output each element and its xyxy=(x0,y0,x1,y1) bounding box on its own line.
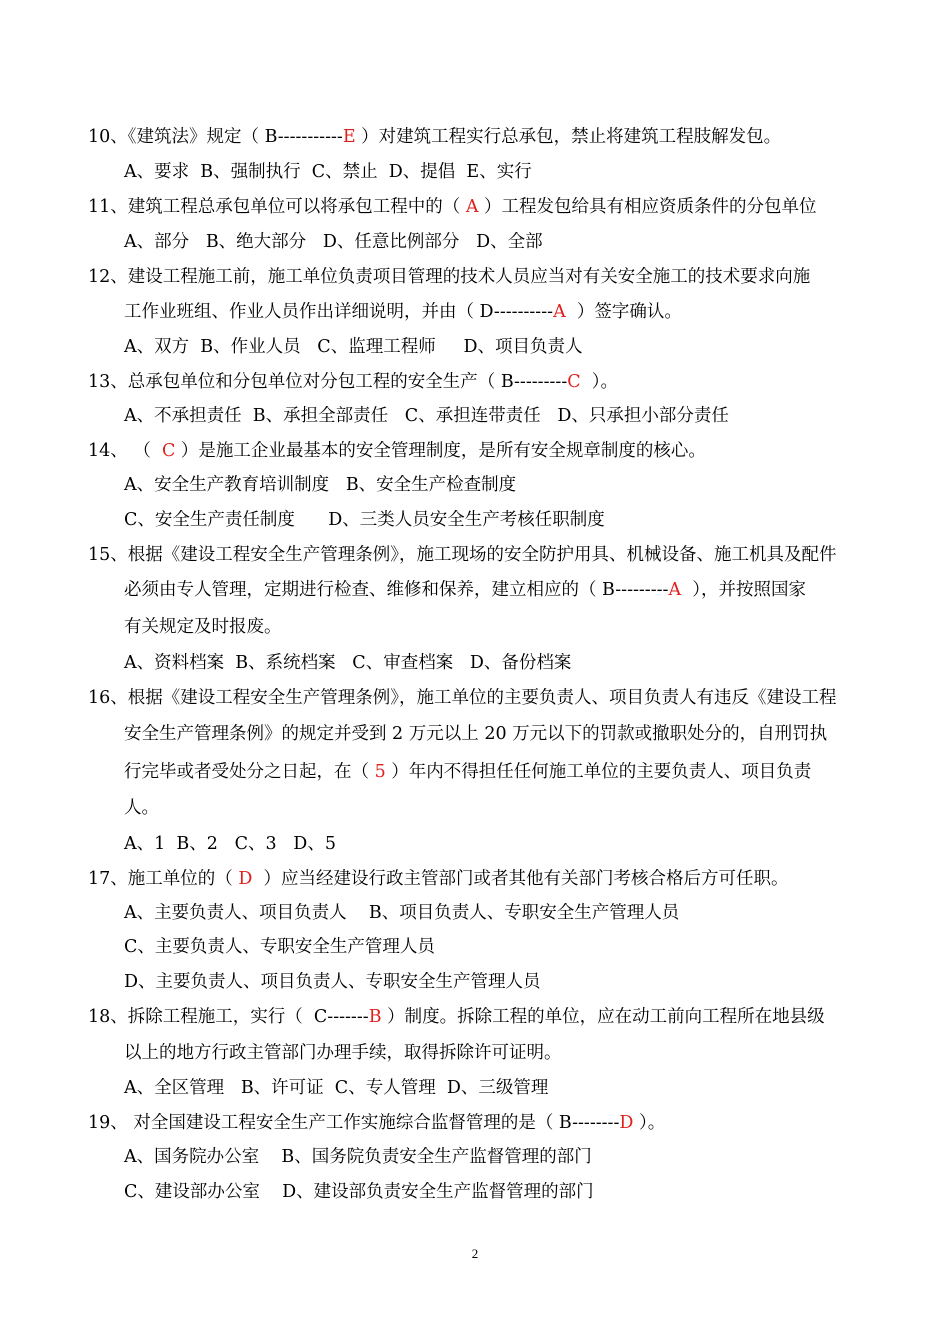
answer-mark: 5 xyxy=(374,762,386,782)
question-19-line-1: 19、 对全国建设工程安全生产工作实施综合监督管理的是（ B--------D ）。 xyxy=(88,1113,666,1133)
question-16-line-4: 人。 xyxy=(124,798,159,818)
page-number: 2 xyxy=(471,1246,479,1261)
question-10-line-1: 10、《建筑法》规定（ B-----------E ）对建筑工程实行总承包，禁止将建筑工程肢解发包。 xyxy=(88,127,782,147)
question-13-options: A、不承担责任 B、承担全部责任 C、承担连带责任 D、只承担小部分责任 xyxy=(124,406,729,426)
answer-mark: A xyxy=(553,302,566,322)
answer-mark: B xyxy=(368,1007,382,1027)
question-11-line-1: 11、建筑工程总承包单位可以将承包工程中的（ A ）工程发包给具有相应资质条件的分包单位 xyxy=(88,197,817,217)
question-17-options-2: C、主要负责人、专职安全生产管理人员 xyxy=(124,937,435,957)
question-19-options-2: C、建设部办公室 D、建设部负责安全生产监督管理的部门 xyxy=(124,1182,594,1202)
question-16-line-2: 安全生产管理条例》的规定并受到 2 万元以上 20 万元以下的罚款或撤职处分的，自刑罚执 xyxy=(124,724,828,744)
question-12-line-1: 12、建设工程施工前，施工单位负责项目管理的技术人员应当对有关安全施工的技术要求向施 xyxy=(88,267,811,287)
question-15-line-1: 15、根据《建设工程安全生产管理条例》，施工现场的安全防护用具、机械设备、施工机具及配件 xyxy=(88,545,837,565)
answer-mark: A xyxy=(668,580,682,600)
answer-mark: D xyxy=(619,1113,634,1133)
question-17-line-1: 17、施工单位的（ D ）应当经建设行政主管部门或者其他有关部门考核合格后方可任职。 xyxy=(88,869,789,889)
question-12-line-2: 工作业班组、作业人员作出详细说明，并由（ D----------A ）签字确认。 xyxy=(124,302,682,322)
question-18-options: A、全区管理 B、许可证 C、专人管理 D、三级管理 xyxy=(124,1078,549,1098)
answer-mark: E xyxy=(342,127,356,147)
question-14-options-2: C、安全生产责任制度 D、三类人员安全生产考核任职制度 xyxy=(124,510,605,530)
answer-mark: C xyxy=(567,372,581,392)
question-10-options: A、要求 B、强制执行 C、禁止 D、提倡 E、实行 xyxy=(124,162,532,182)
question-19-options-1: A、国务院办公室 B、国务院负责安全生产监督管理的部门 xyxy=(124,1147,592,1167)
question-16-line-1: 16、根据《建设工程安全生产管理条例》，施工单位的主要负责人、项目负责人有违反《建设工程 xyxy=(88,688,837,708)
question-16-options: A、1 B、2 C、3 D、5 xyxy=(124,834,336,854)
answer-mark: C xyxy=(161,441,176,461)
answer-mark: D xyxy=(238,869,253,889)
question-14-line-1: 14、 （ C ）是施工企业最基本的安全管理制度，是所有安全规章制度的核心。 xyxy=(88,441,706,461)
question-12-options: A、双方 B、作业人员 C、监理工程师 D、项目负责人 xyxy=(124,337,583,357)
question-14-options-1: A、安全生产教育培训制度 B、安全生产检查制度 xyxy=(124,475,517,495)
question-18-line-1: 18、拆除工程施工，实行（ C-------B ）制度。拆除工程的单位，应在动工前向工程所在地县级 xyxy=(88,1007,825,1027)
question-17-options-3: D、主要负责人、项目负责人、专职安全生产管理人员 xyxy=(124,972,541,992)
question-16-line-3: 行完毕或者受处分之日起，在（ 5 ）年内不得担任任何施工单位的主要负责人、项目负责 xyxy=(124,762,812,782)
question-13-line-1: 13、总承包单位和分包单位对分包工程的安全生产（ B---------C ）。 xyxy=(88,372,619,392)
question-15-options: A、资料档案 B、系统档案 C、审查档案 D、备份档案 xyxy=(124,653,572,673)
answer-mark: A xyxy=(465,197,479,217)
question-15-line-3: 有关规定及时报废。 xyxy=(124,617,282,637)
question-11-options: A、部分 B、绝大部分 D、任意比例部分 D、全部 xyxy=(124,232,543,252)
question-17-options-1: A、主要负责人、项目负责人 B、项目负责人、专职安全生产管理人员 xyxy=(124,903,680,923)
question-15-line-2: 必须由专人管理，定期进行检查、维修和保养，建立相应的（ B---------A ），并按照国家 xyxy=(124,580,806,600)
question-18-line-2: 以上的地方行政主管部门办理手续，取得拆除许可证明。 xyxy=(124,1043,562,1063)
